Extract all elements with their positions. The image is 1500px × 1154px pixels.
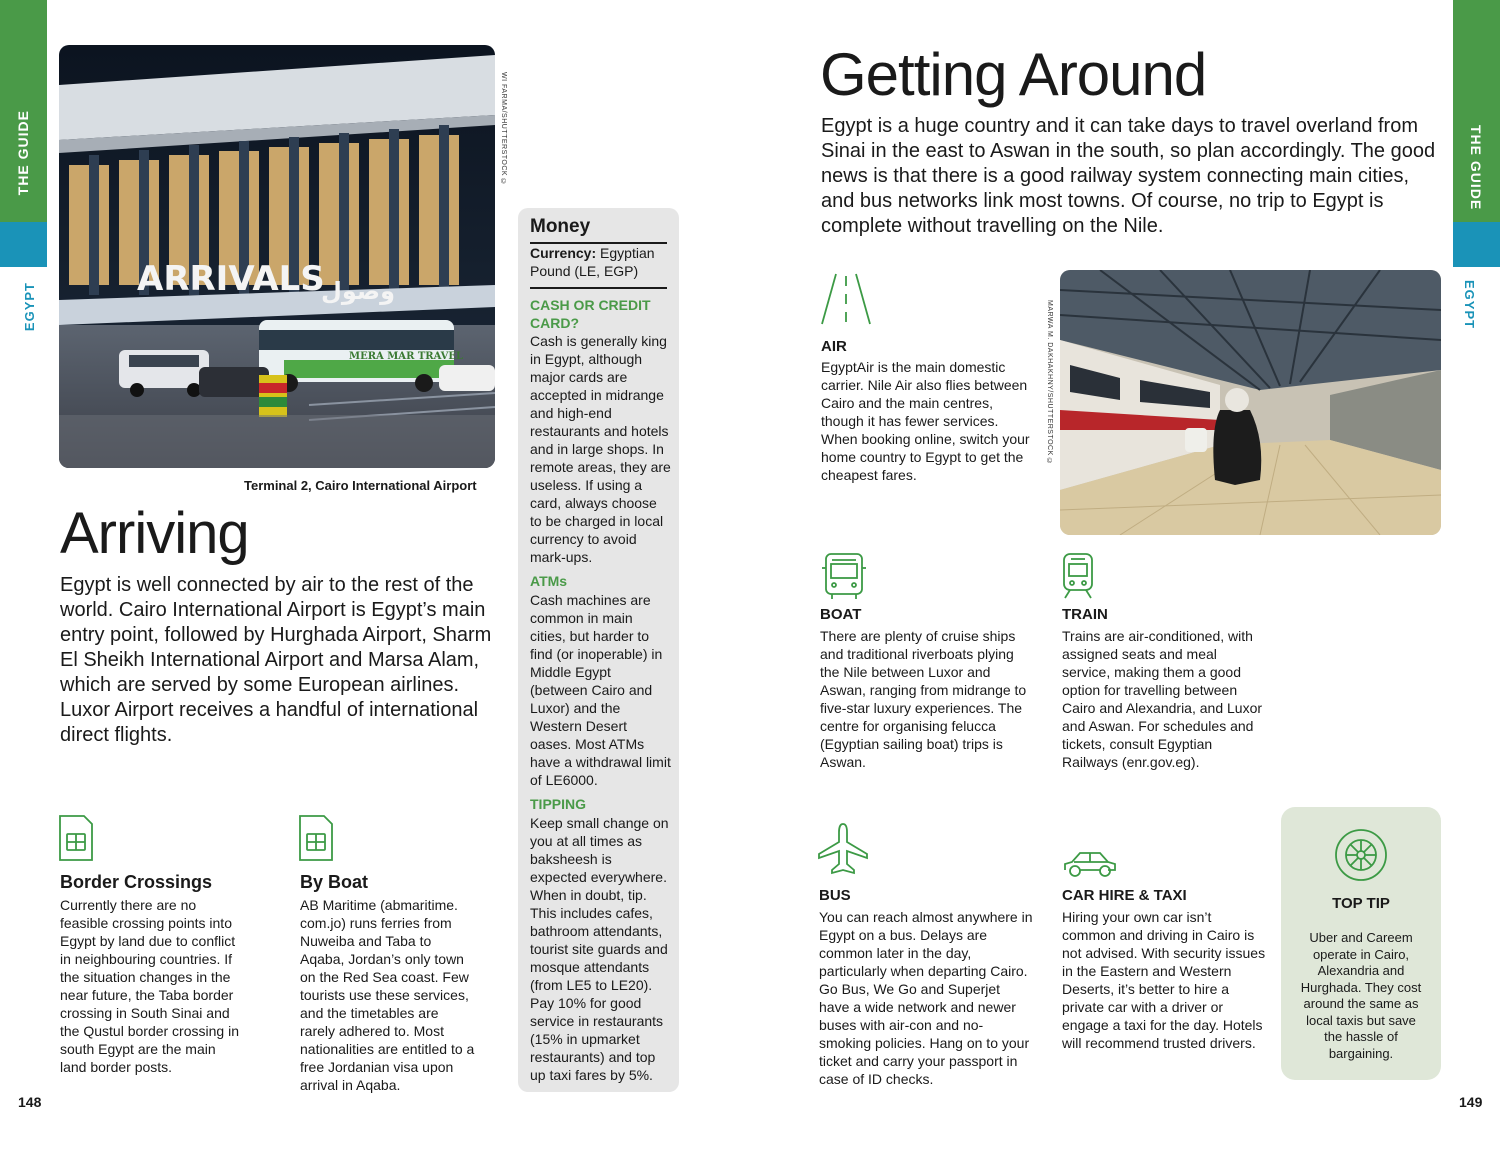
railway-photo-credit: MARWA M. DAKHAKHNY/SHUTTERSTOCK © bbox=[1046, 300, 1053, 466]
money-atm-text: Cash machines are common in main cities, but harder to find (or inoperable) in Middle Egypt (between Cairo and Luxor) and the Western Desert oases. Most ATMs have a withdrawal limit of LE6000. bbox=[530, 592, 671, 788]
air-text: EgyptAir is the main domestic carrier. Nile Air also flies between Cairo and the main centres, though it has fewer services. When booking online, switch your home country to Egypt to get the cheapest fares. bbox=[821, 359, 1030, 483]
arriving-title: Arriving bbox=[60, 501, 249, 566]
bus-front-icon bbox=[820, 552, 868, 605]
by-boat-text: AB Maritime (abmaritime. com.jo) runs ferries from Nuweiba and Taba to Aqaba, Jordan’s only town on the Red Sea coast. Few tourists use these services, and the timetables are rarely adhered to. Most nationalities are entitled to a free Jordanian visa upon arrival in Aqaba. bbox=[300, 897, 475, 1093]
money-rule-bottom bbox=[530, 287, 667, 289]
top-tip-text: Uber and Careem operate in Cairo, Alexandria and Hurghada. They cost around the same as local taxis but save the hassle of bargaining. bbox=[1300, 930, 1422, 1061]
railway-station-photo bbox=[1060, 270, 1441, 535]
money-currency-value: Egyptian Pound (LE, EGP) bbox=[530, 245, 655, 279]
money-currency bbox=[530, 244, 670, 280]
right-page-number: 149 bbox=[1459, 1094, 1483, 1110]
airport-photo-caption: Terminal 2, Cairo International Airport bbox=[244, 478, 477, 493]
right-tab-region-band bbox=[1453, 222, 1500, 267]
left-tab-region-label: EGYPT bbox=[22, 282, 37, 332]
getting-around-lead: Egypt is a huge country and it can take days to travel overland from Sinai in the east to Aswan in the south, so plan accordingly. The good news is that there is a good railway system connecting main cities, and bus networks link most towns. Of course, no trip to Egypt is complete without travelling on the Nile. bbox=[821, 115, 1436, 237]
road-icon bbox=[820, 272, 872, 331]
car-hire-heading: CAR HIRE & TAXI bbox=[1062, 887, 1187, 904]
right-tab-guide-label: THE GUIDE bbox=[1468, 125, 1484, 211]
airport-photo-illustration bbox=[59, 45, 495, 468]
air-heading: AIR bbox=[821, 338, 847, 355]
bus-livery: MERA MAR TRAVEL bbox=[349, 351, 464, 362]
by-boat-heading: By Boat bbox=[300, 872, 369, 892]
car-hire-text: Hiring your own car isn’t common and driving in Cairo is not advised. With security issues in the Eastern and Western Deserts, it’s better to hire a private car with a driver or engage a taxi for the day. Hotels will recommend trusted drivers. bbox=[1062, 909, 1266, 1051]
top-tip-heading: TOP TIP bbox=[1332, 895, 1390, 912]
money-tipping-heading: TIPPING bbox=[530, 796, 587, 812]
train-icon bbox=[1061, 552, 1095, 605]
railway-station-illustration bbox=[1060, 270, 1441, 535]
top-tip-box bbox=[1281, 807, 1441, 1080]
money-cash-text: Cash is generally king in Egypt, although major cards are accepted in midrange and high-end restaurants and hotels and in large shops. In remote areas, they are useless. If using a card, always choose to be charged in local currency to avoid mark-ups. bbox=[530, 333, 671, 565]
boat-text: There are plenty of cruise ships and traditional riverboats plying the Nile between Luxor and Aswan, ranging from midrange to five-star luxury experiences. The centre for organising felucca (Egyptian sailing boat) trips is Aswan. bbox=[820, 628, 1027, 770]
arrivals-sign: ARRIVALS bbox=[137, 259, 325, 299]
money-atm-heading: ATMs bbox=[530, 573, 568, 589]
bus-text: You can reach almost anywhere in Egypt on a bus. Delays are common later in the day, particularly when departing Cairo. Go Bus, We Go and Superjet have a wide network and newer buses with air-con and no-smoking policies. Hang on to your ticket and carry your passport in case of ID checks. bbox=[819, 909, 1033, 1087]
left-page-number: 148 bbox=[18, 1094, 42, 1110]
train-heading: TRAIN bbox=[1062, 606, 1108, 623]
car-icon bbox=[1062, 848, 1118, 885]
train-text: Trains are air-conditioned, with assigned seats and meal service, making them a good option for travelling between Cairo and Alexandria, and Luxor and Aswan. For schedules and tickets, consult Egyptian Railways (enr.gov.eg). bbox=[1062, 628, 1263, 770]
left-tab-region-band bbox=[0, 222, 47, 267]
border-crossings-text: Currently there are no feasible crossing points into Egypt by land due to conflict in neighbouring countries. If the situation changes in the near future, the Taba border crossing in South Sinai and the Qustul border crossing in south Egypt are the main land border posts. bbox=[60, 897, 239, 1075]
airport-photo-credit: WI FARMA/SHUTTERSTOCK © bbox=[500, 72, 507, 187]
right-tab-guide bbox=[1453, 0, 1500, 222]
money-heading: Money bbox=[530, 216, 591, 237]
sim-card-icon bbox=[298, 814, 334, 867]
wheel-icon bbox=[1333, 827, 1389, 888]
right-tab-region-label: EGYPT bbox=[1462, 280, 1477, 330]
getting-around-title: Getting Around bbox=[820, 41, 1207, 108]
money-tipping-text: Keep small change on you at all times as baksheesh is expected everywhere. When in doubt, tip. This includes cafes, bathroom attendants, tourist site guards and mosque attendants (from LE5 to LE20). Pay 10% for good service in restaurants (15% in upmarket restaurants) and top up taxi fares by 5%. bbox=[530, 815, 669, 1083]
left-tab-guide-label: THE GUIDE bbox=[15, 110, 31, 196]
bus-heading: BUS bbox=[819, 887, 851, 904]
money-sidebar bbox=[518, 208, 679, 1092]
border-crossings-heading: Border Crossings bbox=[60, 872, 213, 892]
arrivals-sign-arabic: وصول bbox=[321, 277, 395, 305]
boat-heading: BOAT bbox=[820, 606, 862, 623]
sim-card-icon bbox=[58, 814, 94, 867]
money-cash-heading: CASH OR CREDIT CARD? bbox=[530, 297, 651, 331]
airplane-icon bbox=[816, 822, 870, 881]
money-currency-label: Currency: bbox=[530, 245, 597, 261]
left-tab-guide bbox=[0, 0, 47, 222]
arriving-lead: Egypt is well connected by air to the rest of the world. Cairo International Airport is Egypt’s main entry point, followed by Hurghada Airport, Sharm El Sheikh International Airport and Marsa Alam, which are served by some European airlines. Luxor Airport receives a handful of international direct flights. bbox=[60, 574, 492, 746]
airport-photo bbox=[59, 45, 495, 468]
